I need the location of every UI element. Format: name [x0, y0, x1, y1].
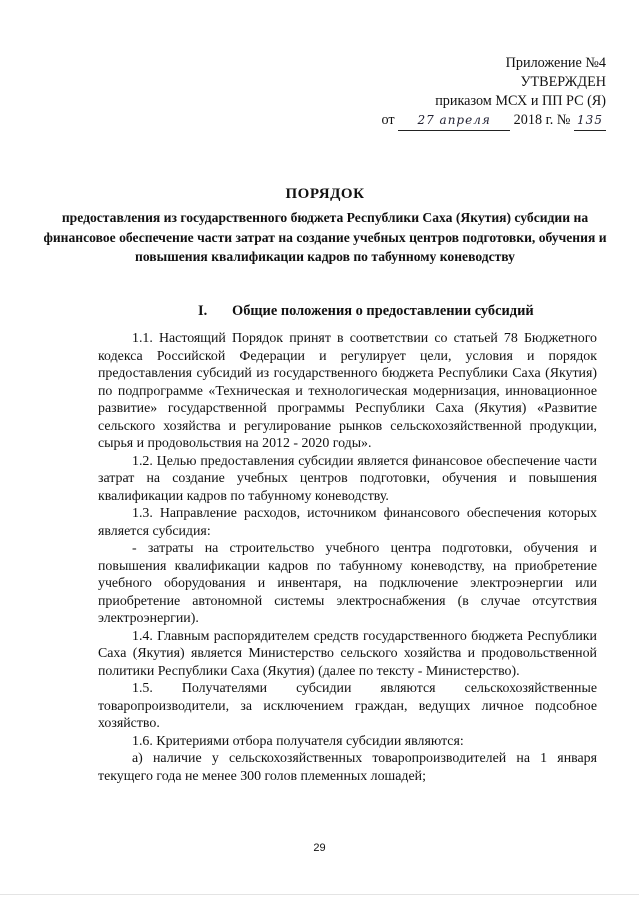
paragraph-1-6: 1.6. Критериями отбора получателя субсидии являются:	[132, 733, 464, 749]
approved-label: УТВЕРЖДЕН	[520, 74, 606, 90]
paragraph-1-3: 1.3. Направление расходов, источником финансового обеспечения которых является субсидия:	[98, 506, 597, 539]
paragraph-1-6-a: а) наличие у сельскохозяйственных товаропроизводителей на 1 января текущего года не менее 300 голов племенных лошадей;	[98, 751, 597, 784]
order-date-line	[346, 111, 606, 131]
handwritten-order-number: 135	[574, 111, 606, 131]
page-number: 29	[313, 842, 326, 854]
approval-header	[346, 54, 606, 131]
document-title: ПОРЯДОК	[285, 186, 365, 202]
document-body	[98, 330, 597, 785]
handwritten-date: 27 апреля	[398, 111, 510, 131]
year-number-label: 2018 г. №	[513, 112, 571, 128]
section-title: Общие положения о предоставлении субсидий	[232, 303, 534, 319]
scan-edge	[0, 894, 639, 895]
appendix-label: Приложение №4	[505, 55, 606, 71]
paragraph-1-5: 1.5. Получателями субсидии являются сельскохозяйственные товаропроизводители, за исключением граждан, ведущих личное подсобное хозяйство.	[98, 681, 597, 731]
paragraph-1-2: 1.2. Целью предоставления субсидии является финансовое обеспечение части затрат на создание учебных центров подготовки, обучения и повышения квалификации кадров по табунному коневодству.	[98, 453, 597, 504]
section-number: I.	[198, 303, 208, 319]
paragraph-1-1: 1.1. Настоящий Порядок принят в соответствии со статьей 78 Бюджетного кодекса Российской Федерации и регулирует цели, условия и порядок предоставления субсидий из государственного бюджета Республики Саха (Якутия) по подпрограмме «Техническая и технологическая модернизация, инновационное развитие» государственной программы Республики Саха (Якутия) «Развитие сельского хозяйства и регулирование рынков сельскохозяйственной продукции, сырья и продовольствия на 2012 - 2020 годы».	[98, 331, 597, 451]
paragraph-1-4: 1.4. Главным распорядителем средств государственного бюджета Республики Саха (Якутия) является Министерство сельского хозяйства и продовольственной политики Республики Саха (Якутия) (далее по тексту - Министерство).	[98, 628, 597, 679]
document-subtitle: предоставления из государственного бюджета Республики Саха (Якутия) субсидии на финансовое обеспечение части затрат на создание учебных центров подготовки, обучения и повышения квалификации кадров по табунному коневодству	[43, 210, 607, 264]
from-label: от	[381, 112, 395, 128]
paragraph-1-3-item: - затраты на строительство учебного центра подготовки, обучения и повышения квалификации кадров по табунному коневодству, на приобретение учебного оборудования и инвентаря, на подключение электроэнергии или приобретение автономной системы электроснабжения (в случае отсутствия электроэнергии).	[98, 541, 597, 626]
order-label: приказом МСХ и ПП РС (Я)	[435, 93, 606, 109]
